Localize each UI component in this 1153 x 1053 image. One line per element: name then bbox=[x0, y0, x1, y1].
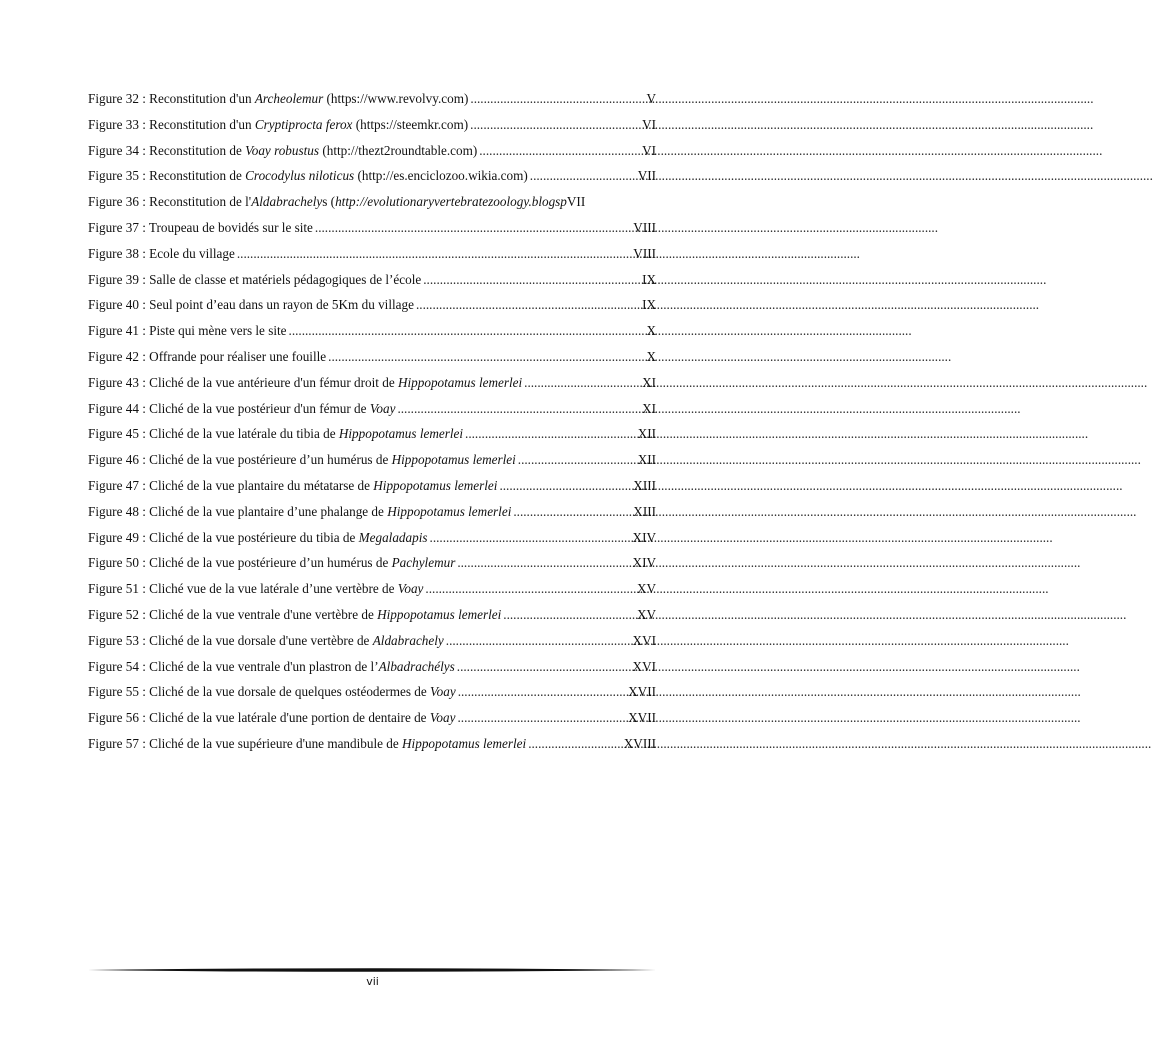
dot-leader bbox=[463, 421, 638, 447]
entry-species: Voay bbox=[429, 710, 456, 726]
footer-divider bbox=[88, 966, 656, 974]
dot-leader bbox=[528, 163, 638, 189]
entry-title bbox=[88, 731, 526, 757]
dot-leader bbox=[455, 705, 628, 731]
toc-entry bbox=[88, 705, 656, 731]
entry-species: Hippopotamus lemerlei bbox=[387, 503, 512, 519]
entry-page: VIII bbox=[633, 219, 656, 235]
entry-page: XI bbox=[642, 400, 656, 416]
entry-page: XIV bbox=[632, 529, 656, 545]
entry-page: VII bbox=[637, 168, 656, 184]
dot-leader bbox=[526, 731, 624, 757]
entry-text: Figure 32 : Reconstitution d'un bbox=[88, 91, 255, 106]
entry-species: Hippopotamus lemerlei bbox=[402, 735, 527, 751]
toc-entry bbox=[88, 628, 656, 654]
dot-leader bbox=[414, 292, 642, 318]
dot-leader bbox=[468, 112, 642, 138]
entry-text: Figure 52 : Cliché de la vue ventrale d'une vertèbre de bbox=[88, 606, 378, 622]
entry-page: XVII bbox=[628, 684, 656, 700]
entry-text: Figure 34 : Reconstitution de bbox=[88, 142, 246, 158]
entry-page: VIII bbox=[633, 245, 656, 261]
toc-entry bbox=[88, 86, 656, 112]
entry-title bbox=[88, 112, 468, 138]
toc-entry bbox=[88, 499, 656, 525]
entry-text: Figure 51 : Cliché vue de la vue latérale d’une vertèbre de bbox=[88, 581, 398, 597]
dot-leader bbox=[522, 370, 642, 396]
toc-entry bbox=[88, 215, 656, 241]
toc-entry bbox=[88, 602, 656, 628]
entry-page: V bbox=[646, 91, 656, 106]
entry-text: Figure 50 : Cliché de la vue postérieure d’un humérus de bbox=[88, 555, 392, 571]
entry-species: Voay bbox=[397, 581, 424, 597]
entry-page: XVI bbox=[632, 632, 656, 648]
entry-text: Figure 40 : Seul point d’eau dans un rayon de 5Km du village bbox=[88, 297, 414, 313]
dot-leader bbox=[511, 499, 633, 525]
dot-leader bbox=[235, 241, 633, 267]
entry-species: Aldabrachely bbox=[251, 194, 323, 210]
entry-page: XVI bbox=[632, 658, 656, 674]
entry-url: http://evolutionaryvertebratezoology.blogsp bbox=[335, 194, 567, 210]
toc-entry bbox=[88, 525, 656, 551]
entry-species: Pachylemur bbox=[391, 555, 456, 571]
entry-text: Figure 35 : Reconstitution de bbox=[88, 168, 246, 184]
entry-page: XI bbox=[642, 374, 656, 390]
entry-page: XII bbox=[637, 452, 656, 468]
entry-text: Figure 43 : Cliché de la vue antérieure d'un fémur droit de bbox=[88, 374, 398, 390]
dot-leader bbox=[501, 602, 637, 628]
toc-entry bbox=[88, 241, 656, 267]
toc-entry bbox=[88, 679, 656, 705]
dot-leader bbox=[468, 86, 646, 112]
entry-title bbox=[88, 421, 463, 447]
entry-species: Albadrachélys bbox=[378, 658, 455, 674]
entry-source: (http://thezt2roundtable.com) bbox=[319, 142, 478, 158]
entry-text: Figure 45 : Cliché de la vue latérale du tibia de bbox=[88, 426, 339, 442]
entry-title bbox=[88, 602, 501, 628]
entry-page: X bbox=[646, 323, 656, 339]
entry-title bbox=[88, 292, 414, 318]
entry-text: Figure 56 : Cliché de la vue latérale d'une portion de dentaire de bbox=[88, 710, 430, 726]
entry-text: Figure 44 : Cliché de la vue postérieur d'un fémur de bbox=[88, 400, 370, 416]
entry-text: Figure 54 : Cliché de la vue ventrale d'un plastron de l’ bbox=[88, 658, 379, 674]
entry-species: Cryptiprocta ferox bbox=[254, 116, 353, 132]
entry-species: Voay bbox=[430, 684, 456, 700]
toc-entry bbox=[88, 344, 656, 370]
entry-page: XIII bbox=[633, 477, 656, 493]
entry-text: Figure 57 : Cliché de la vue supérieure d'une mandibule de bbox=[88, 735, 403, 751]
entry-source: (https://www.revolvy.com) bbox=[323, 91, 469, 106]
dot-leader bbox=[455, 654, 633, 680]
toc-entry bbox=[88, 421, 656, 447]
entry-text: Figure 37 : Troupeau de bovidés sur le site bbox=[88, 219, 313, 235]
entry-title bbox=[88, 628, 444, 654]
dot-leader bbox=[497, 473, 633, 499]
toc-entry bbox=[88, 473, 656, 499]
entry-title bbox=[88, 679, 456, 705]
entry-species: Hippopotamus lemerlei bbox=[373, 477, 498, 493]
entry-title bbox=[88, 344, 326, 370]
entry-title bbox=[88, 189, 567, 215]
entry-text: Figure 49 : Cliché de la vue postérieure du tibia de bbox=[88, 529, 359, 545]
entry-text: Figure 38 : Ecole du village bbox=[88, 245, 235, 261]
entry-title bbox=[88, 705, 455, 731]
entry-text: Figure 41 : Piste qui mène vers le site bbox=[88, 323, 287, 339]
entry-title bbox=[88, 447, 516, 473]
entry-text: Figure 48 : Cliché de la vue plantaire d’une phalange de bbox=[88, 503, 388, 519]
entry-page: XIV bbox=[632, 555, 656, 571]
dot-leader bbox=[455, 550, 632, 576]
entry-page: VII bbox=[566, 194, 586, 210]
entry-title bbox=[88, 654, 455, 680]
entry-species: Hippopotamus lemerlei bbox=[397, 374, 523, 390]
entry-title bbox=[88, 318, 287, 344]
entry-text: Figure 39 : Salle de classe et matériels pédagogiques de l’école bbox=[88, 271, 422, 287]
entry-source: s ( bbox=[322, 194, 336, 210]
entry-title bbox=[88, 138, 477, 164]
toc-entry bbox=[88, 318, 656, 344]
toc-entry bbox=[88, 396, 656, 422]
toc-entry bbox=[88, 267, 656, 293]
entry-species: Hippopotamus lemerlei bbox=[338, 426, 464, 442]
entry-text: Figure 33 : Reconstitution d'un bbox=[88, 116, 255, 132]
entry-page: XVII bbox=[628, 710, 656, 726]
table-of-figures bbox=[88, 86, 656, 757]
entry-title bbox=[88, 550, 455, 576]
toc-entry bbox=[88, 654, 656, 680]
entry-title bbox=[88, 525, 428, 551]
entry-title bbox=[88, 267, 421, 293]
entry-species: Hippopotamus lemerlei bbox=[391, 452, 516, 468]
dot-leader bbox=[477, 138, 642, 164]
entry-page: XV bbox=[636, 606, 656, 622]
toc-entry bbox=[88, 731, 656, 757]
entry-title bbox=[88, 370, 522, 396]
entry-species: Aldabrachely bbox=[372, 632, 444, 648]
entry-page: XV bbox=[636, 581, 656, 597]
entry-title bbox=[88, 86, 468, 112]
entry-title bbox=[88, 215, 313, 241]
entry-species: Voay robustus bbox=[245, 142, 320, 158]
dot-leader bbox=[516, 447, 638, 473]
entry-text: Figure 55 : Cliché de la vue dorsale de quelques ostéodermes de bbox=[88, 684, 431, 700]
toc-entry bbox=[88, 447, 656, 473]
toc-entry bbox=[88, 112, 656, 138]
entry-text: Figure 46 : Cliché de la vue postérieure d’un humérus de bbox=[88, 452, 392, 468]
toc-entry bbox=[88, 138, 656, 164]
dot-leader bbox=[428, 525, 633, 551]
entry-title bbox=[88, 163, 528, 189]
entry-species: Crocodylus niloticus bbox=[245, 168, 355, 184]
entry-species: Megaladapis bbox=[358, 529, 428, 545]
dot-leader bbox=[395, 396, 642, 422]
toc-entry bbox=[88, 576, 656, 602]
toc-entry bbox=[88, 163, 656, 189]
dot-leader bbox=[287, 318, 647, 344]
entry-species: Archeolemur bbox=[254, 91, 324, 106]
dot-leader bbox=[444, 628, 633, 654]
entry-text: Figure 53 : Cliché de la vue dorsale d'une vertèbre de bbox=[88, 632, 373, 648]
dot-leader bbox=[326, 344, 646, 370]
entry-page: VI bbox=[642, 142, 656, 158]
entry-species: Voay bbox=[369, 400, 396, 416]
toc-entry bbox=[88, 292, 656, 318]
entry-text: Figure 47 : Cliché de la vue plantaire du métatarse de bbox=[88, 477, 374, 493]
dot-leader bbox=[421, 267, 642, 293]
toc-entry bbox=[88, 550, 656, 576]
entry-title bbox=[88, 473, 497, 499]
dot-leader bbox=[423, 576, 637, 602]
entry-page: IX bbox=[642, 297, 656, 313]
entry-text: Figure 36 : Reconstitution de l' bbox=[88, 194, 252, 210]
entry-title bbox=[88, 396, 395, 422]
entry-title bbox=[88, 499, 511, 525]
toc-entry bbox=[88, 370, 656, 396]
dot-leader bbox=[456, 679, 628, 705]
entry-species: Hippopotamus lemerlei bbox=[377, 606, 502, 622]
entry-text: Figure 42 : Offrande pour réaliser une fouille bbox=[88, 348, 327, 364]
page-number: vii bbox=[366, 975, 379, 988]
entry-page: X bbox=[646, 348, 656, 364]
entry-source: (https://steemkr.com) bbox=[352, 116, 469, 132]
dot-leader bbox=[313, 215, 633, 241]
entry-page: IX bbox=[642, 271, 656, 287]
entry-page: XVIII bbox=[623, 735, 656, 751]
entry-source: (http://es.enciclozoo.wikia.com) bbox=[354, 168, 528, 184]
toc-entry bbox=[88, 189, 656, 215]
entry-page: XIII bbox=[633, 503, 656, 519]
entry-page: XII bbox=[637, 426, 656, 442]
entry-page: VI bbox=[642, 116, 656, 132]
entry-title bbox=[88, 241, 235, 267]
entry-title bbox=[88, 576, 423, 602]
